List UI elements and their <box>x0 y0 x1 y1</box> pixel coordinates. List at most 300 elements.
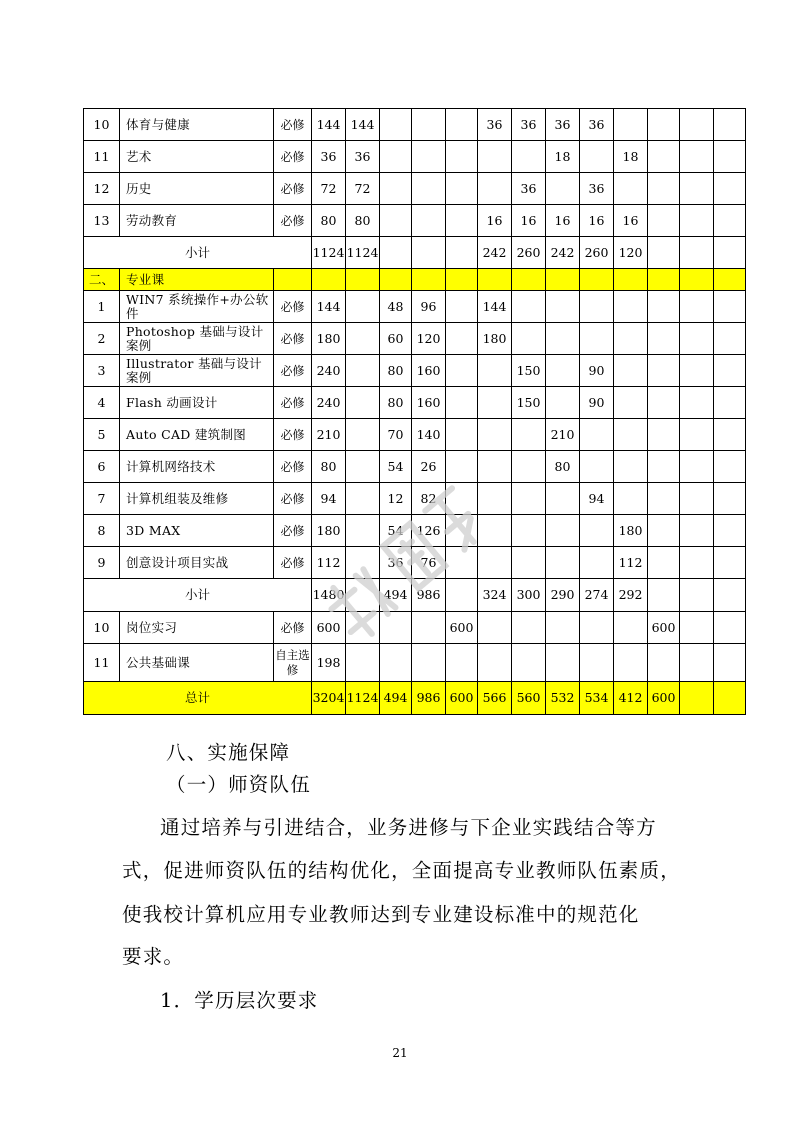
course-name-cell: 艺术 <box>120 141 274 173</box>
value-cell <box>614 323 648 355</box>
value-cell: 18 <box>546 141 580 173</box>
value-cell <box>714 109 746 141</box>
value-cell <box>714 612 746 644</box>
row-number-cell: 13 <box>84 205 120 237</box>
table-row <box>84 644 746 682</box>
value-cell <box>346 483 380 515</box>
table-row <box>84 682 746 715</box>
value-cell <box>614 644 648 682</box>
course-name-cell: 劳动教育 <box>120 205 274 237</box>
value-cell <box>346 451 380 483</box>
value-cell: 112 <box>312 547 346 579</box>
value-cell: 986 <box>412 682 446 715</box>
value-cell: 1480 <box>312 579 346 612</box>
value-cell: 140 <box>412 419 446 451</box>
value-cell: 16 <box>478 205 512 237</box>
row-number-cell: 11 <box>84 644 120 682</box>
value-cell: 494 <box>380 579 412 612</box>
value-cell <box>648 109 680 141</box>
value-cell <box>680 291 714 323</box>
value-cell: 94 <box>580 483 614 515</box>
value-cell <box>446 291 478 323</box>
row-number-cell: 6 <box>84 451 120 483</box>
value-cell <box>648 237 680 269</box>
value-cell: 60 <box>380 323 412 355</box>
value-cell <box>346 419 380 451</box>
value-cell: 16 <box>580 205 614 237</box>
value-cell <box>714 483 746 515</box>
empty-cell <box>580 269 614 291</box>
value-cell <box>614 173 648 205</box>
table-row <box>84 612 746 644</box>
value-cell <box>714 205 746 237</box>
value-cell <box>714 682 746 715</box>
row-number-cell: 3 <box>84 355 120 387</box>
value-cell <box>446 644 478 682</box>
value-cell <box>380 644 412 682</box>
value-cell <box>478 419 512 451</box>
value-cell <box>714 141 746 173</box>
value-cell: 36 <box>580 173 614 205</box>
value-cell <box>648 355 680 387</box>
course-name-cell: 公共基础课 <box>120 644 274 682</box>
value-cell <box>714 547 746 579</box>
value-cell: 96 <box>412 291 446 323</box>
course-type-cell: 必修 <box>274 612 312 644</box>
item-heading: 1．学历层次要求 <box>160 989 319 1012</box>
value-cell <box>680 515 714 547</box>
value-cell <box>546 355 580 387</box>
value-cell <box>680 419 714 451</box>
row-number-cell: 5 <box>84 419 120 451</box>
value-cell: 290 <box>546 579 580 612</box>
value-cell <box>680 682 714 715</box>
subtotal-label-cell: 小计 <box>84 579 312 612</box>
table-row <box>84 109 746 141</box>
value-cell <box>648 419 680 451</box>
table-row <box>84 419 746 451</box>
value-cell <box>478 387 512 419</box>
paragraph-line-1: 通过培养与引进结合，业务进修与下企业实践结合等方 <box>160 816 657 839</box>
value-cell <box>580 515 614 547</box>
value-cell <box>446 451 478 483</box>
value-cell <box>714 237 746 269</box>
value-cell <box>478 515 512 547</box>
value-cell: 72 <box>346 173 380 205</box>
value-cell <box>380 173 412 205</box>
value-cell <box>648 579 680 612</box>
course-name-cell: Illustrator 基础与设计案例 <box>120 355 274 387</box>
course-type-cell: 必修 <box>274 483 312 515</box>
value-cell <box>580 451 614 483</box>
value-cell: 90 <box>580 387 614 419</box>
value-cell <box>380 141 412 173</box>
value-cell: 198 <box>312 644 346 682</box>
value-cell: 112 <box>614 547 648 579</box>
value-cell <box>680 205 714 237</box>
value-cell: 532 <box>546 682 580 715</box>
value-cell <box>478 355 512 387</box>
table-row <box>84 355 746 387</box>
value-cell: 90 <box>580 355 614 387</box>
value-cell: 144 <box>346 109 380 141</box>
value-cell <box>714 355 746 387</box>
value-cell <box>412 109 446 141</box>
value-cell <box>680 612 714 644</box>
course-name-cell: 创意设计项目实战 <box>120 547 274 579</box>
value-cell <box>478 612 512 644</box>
value-cell <box>614 419 648 451</box>
value-cell: 126 <box>412 515 446 547</box>
value-cell <box>714 579 746 612</box>
course-name-cell: 3D MAX <box>120 515 274 547</box>
value-cell: 180 <box>478 323 512 355</box>
value-cell: 82 <box>412 483 446 515</box>
value-cell: 36 <box>512 109 546 141</box>
value-cell: 180 <box>312 323 346 355</box>
value-cell: 240 <box>312 387 346 419</box>
value-cell <box>478 644 512 682</box>
value-cell <box>648 173 680 205</box>
table-row <box>84 579 746 612</box>
course-type-cell: 必修 <box>274 323 312 355</box>
section-name-cell: 专业课 <box>120 269 274 291</box>
value-cell <box>714 291 746 323</box>
value-cell <box>512 612 546 644</box>
value-cell <box>446 109 478 141</box>
value-cell <box>614 612 648 644</box>
value-cell: 120 <box>614 237 648 269</box>
value-cell: 36 <box>580 109 614 141</box>
value-cell: 144 <box>312 109 346 141</box>
value-cell: 292 <box>614 579 648 612</box>
value-cell <box>648 205 680 237</box>
empty-cell <box>546 269 580 291</box>
empty-cell <box>446 269 478 291</box>
empty-cell <box>274 269 312 291</box>
value-cell <box>546 644 580 682</box>
value-cell: 240 <box>312 355 346 387</box>
value-cell <box>680 451 714 483</box>
value-cell <box>478 141 512 173</box>
value-cell <box>614 109 648 141</box>
empty-cell <box>714 269 746 291</box>
value-cell: 54 <box>380 515 412 547</box>
course-type-cell: 必修 <box>274 173 312 205</box>
subtotal-label-cell: 小计 <box>84 237 312 269</box>
value-cell <box>714 323 746 355</box>
value-cell: 80 <box>312 451 346 483</box>
value-cell <box>512 483 546 515</box>
empty-cell <box>412 269 446 291</box>
table-row <box>84 323 746 355</box>
row-number-cell: 4 <box>84 387 120 419</box>
value-cell <box>680 141 714 173</box>
value-cell <box>546 483 580 515</box>
value-cell <box>680 387 714 419</box>
value-cell: 80 <box>312 205 346 237</box>
value-cell: 412 <box>614 682 648 715</box>
value-cell: 94 <box>312 483 346 515</box>
value-cell: 12 <box>380 483 412 515</box>
value-cell <box>648 547 680 579</box>
value-cell: 242 <box>478 237 512 269</box>
value-cell <box>446 173 478 205</box>
value-cell <box>680 644 714 682</box>
value-cell: 54 <box>380 451 412 483</box>
value-cell: 120 <box>412 323 446 355</box>
empty-cell <box>346 269 380 291</box>
course-type-cell: 必修 <box>274 451 312 483</box>
course-name-cell: 计算机组装及维修 <box>120 483 274 515</box>
value-cell: 600 <box>648 612 680 644</box>
table-row <box>84 269 746 291</box>
table-row <box>84 547 746 579</box>
value-cell <box>546 515 580 547</box>
value-cell <box>346 547 380 579</box>
value-cell: 72 <box>312 173 346 205</box>
row-number-cell: 1 <box>84 291 120 323</box>
value-cell <box>580 419 614 451</box>
value-cell <box>512 419 546 451</box>
value-cell: 150 <box>512 387 546 419</box>
value-cell <box>614 387 648 419</box>
value-cell <box>346 644 380 682</box>
value-cell: 150 <box>512 355 546 387</box>
value-cell <box>412 644 446 682</box>
value-cell: 80 <box>546 451 580 483</box>
table-row <box>84 483 746 515</box>
page-number: 21 <box>392 1046 408 1060</box>
value-cell <box>346 291 380 323</box>
value-cell <box>446 355 478 387</box>
value-cell: 70 <box>380 419 412 451</box>
value-cell: 18 <box>614 141 648 173</box>
value-cell <box>648 323 680 355</box>
value-cell <box>546 387 580 419</box>
value-cell: 1124 <box>346 237 380 269</box>
value-cell: 210 <box>546 419 580 451</box>
value-cell <box>680 237 714 269</box>
value-cell: 180 <box>614 515 648 547</box>
value-cell <box>446 419 478 451</box>
row-number-cell: 12 <box>84 173 120 205</box>
table-row <box>84 141 746 173</box>
section-heading: 八、实施保障 <box>166 741 291 764</box>
value-cell <box>680 579 714 612</box>
value-cell <box>446 483 478 515</box>
value-cell <box>346 387 380 419</box>
value-cell <box>446 237 478 269</box>
value-cell: 160 <box>412 355 446 387</box>
value-cell: 160 <box>412 387 446 419</box>
value-cell <box>714 451 746 483</box>
value-cell <box>614 483 648 515</box>
total-label-cell: 总计 <box>84 682 312 715</box>
course-name-cell: 历史 <box>120 173 274 205</box>
value-cell <box>478 173 512 205</box>
value-cell <box>580 612 614 644</box>
value-cell: 36 <box>478 109 512 141</box>
value-cell <box>346 515 380 547</box>
course-name-cell: Photoshop 基础与设计案例 <box>120 323 274 355</box>
value-cell <box>380 205 412 237</box>
empty-cell <box>512 269 546 291</box>
value-cell <box>580 547 614 579</box>
value-cell <box>412 141 446 173</box>
value-cell: 494 <box>380 682 412 715</box>
course-type-cell: 必修 <box>274 387 312 419</box>
course-name-cell: Auto CAD 建筑制图 <box>120 419 274 451</box>
table-row <box>84 173 746 205</box>
value-cell <box>648 141 680 173</box>
value-cell: 600 <box>446 612 478 644</box>
value-cell: 36 <box>512 173 546 205</box>
value-cell <box>648 451 680 483</box>
row-number-cell: 2 <box>84 323 120 355</box>
value-cell <box>346 579 380 612</box>
value-cell <box>478 483 512 515</box>
table-row <box>84 237 746 269</box>
value-cell <box>714 419 746 451</box>
table-body <box>84 109 746 715</box>
value-cell <box>546 291 580 323</box>
row-number-cell: 9 <box>84 547 120 579</box>
empty-cell <box>478 269 512 291</box>
value-cell: 80 <box>346 205 380 237</box>
value-cell <box>512 451 546 483</box>
course-name-cell: WIN7 系统操作+办公软件 <box>120 291 274 323</box>
value-cell: 3204 <box>312 682 346 715</box>
value-cell <box>680 323 714 355</box>
value-cell <box>446 387 478 419</box>
value-cell: 600 <box>312 612 346 644</box>
value-cell: 16 <box>546 205 580 237</box>
value-cell: 26 <box>412 451 446 483</box>
course-name-cell: 计算机网络技术 <box>120 451 274 483</box>
value-cell <box>446 579 478 612</box>
value-cell <box>380 237 412 269</box>
value-cell <box>546 612 580 644</box>
value-cell <box>546 173 580 205</box>
course-type-cell: 必修 <box>274 547 312 579</box>
value-cell: 36 <box>346 141 380 173</box>
value-cell <box>346 612 380 644</box>
empty-cell <box>312 269 346 291</box>
empty-cell <box>680 269 714 291</box>
value-cell: 144 <box>312 291 346 323</box>
table-row <box>84 515 746 547</box>
value-cell <box>346 355 380 387</box>
value-cell <box>614 355 648 387</box>
value-cell <box>714 515 746 547</box>
value-cell <box>648 483 680 515</box>
value-cell: 324 <box>478 579 512 612</box>
value-cell <box>446 205 478 237</box>
paragraph-line-4: 要求。 <box>122 945 185 968</box>
value-cell <box>512 547 546 579</box>
value-cell <box>446 141 478 173</box>
table-row <box>84 291 746 323</box>
value-cell: 274 <box>580 579 614 612</box>
value-cell <box>412 205 446 237</box>
table-row <box>84 451 746 483</box>
row-number-cell: 10 <box>84 612 120 644</box>
value-cell: 80 <box>380 355 412 387</box>
value-cell <box>512 515 546 547</box>
value-cell <box>512 323 546 355</box>
table-row <box>84 205 746 237</box>
value-cell <box>614 451 648 483</box>
value-cell <box>446 547 478 579</box>
value-cell <box>680 173 714 205</box>
value-cell <box>412 237 446 269</box>
value-cell: 36 <box>312 141 346 173</box>
value-cell <box>512 644 546 682</box>
value-cell: 76 <box>412 547 446 579</box>
value-cell: 566 <box>478 682 512 715</box>
value-cell <box>446 515 478 547</box>
value-cell: 16 <box>512 205 546 237</box>
course-type-cell: 必修 <box>274 355 312 387</box>
value-cell <box>714 644 746 682</box>
value-cell <box>380 109 412 141</box>
value-cell <box>680 547 714 579</box>
value-cell: 210 <box>312 419 346 451</box>
course-hours-table <box>83 108 746 715</box>
value-cell: 534 <box>580 682 614 715</box>
value-cell <box>412 612 446 644</box>
paragraph-line-2: 式，促进师资队伍的结构优化，全面提高专业教师队伍素质， <box>122 859 681 882</box>
value-cell: 80 <box>380 387 412 419</box>
value-cell <box>648 515 680 547</box>
value-cell: 260 <box>580 237 614 269</box>
value-cell <box>680 483 714 515</box>
value-cell: 36 <box>380 547 412 579</box>
course-type-cell: 必修 <box>274 205 312 237</box>
course-type-cell: 必修 <box>274 515 312 547</box>
value-cell: 986 <box>412 579 446 612</box>
row-number-cell: 8 <box>84 515 120 547</box>
value-cell <box>580 141 614 173</box>
value-cell <box>580 323 614 355</box>
value-cell <box>546 323 580 355</box>
value-cell: 180 <box>312 515 346 547</box>
value-cell: 1124 <box>346 682 380 715</box>
course-type-cell: 必修 <box>274 141 312 173</box>
value-cell: 36 <box>546 109 580 141</box>
value-cell <box>648 387 680 419</box>
value-cell: 1124 <box>312 237 346 269</box>
paragraph-line-3: 使我校计算机应用专业教师达到专业建设标准中的规范化 <box>122 903 640 926</box>
value-cell <box>512 141 546 173</box>
table-row <box>84 387 746 419</box>
course-name-cell: 岗位实习 <box>120 612 274 644</box>
value-cell <box>380 612 412 644</box>
value-cell <box>346 323 380 355</box>
course-name-cell: 体育与健康 <box>120 109 274 141</box>
value-cell <box>512 291 546 323</box>
value-cell: 560 <box>512 682 546 715</box>
course-type-cell: 必修 <box>274 291 312 323</box>
value-cell <box>412 173 446 205</box>
row-number-cell: 7 <box>84 483 120 515</box>
value-cell <box>580 291 614 323</box>
value-cell: 16 <box>614 205 648 237</box>
value-cell <box>478 451 512 483</box>
value-cell <box>446 323 478 355</box>
course-name-cell: Flash 动画设计 <box>120 387 274 419</box>
